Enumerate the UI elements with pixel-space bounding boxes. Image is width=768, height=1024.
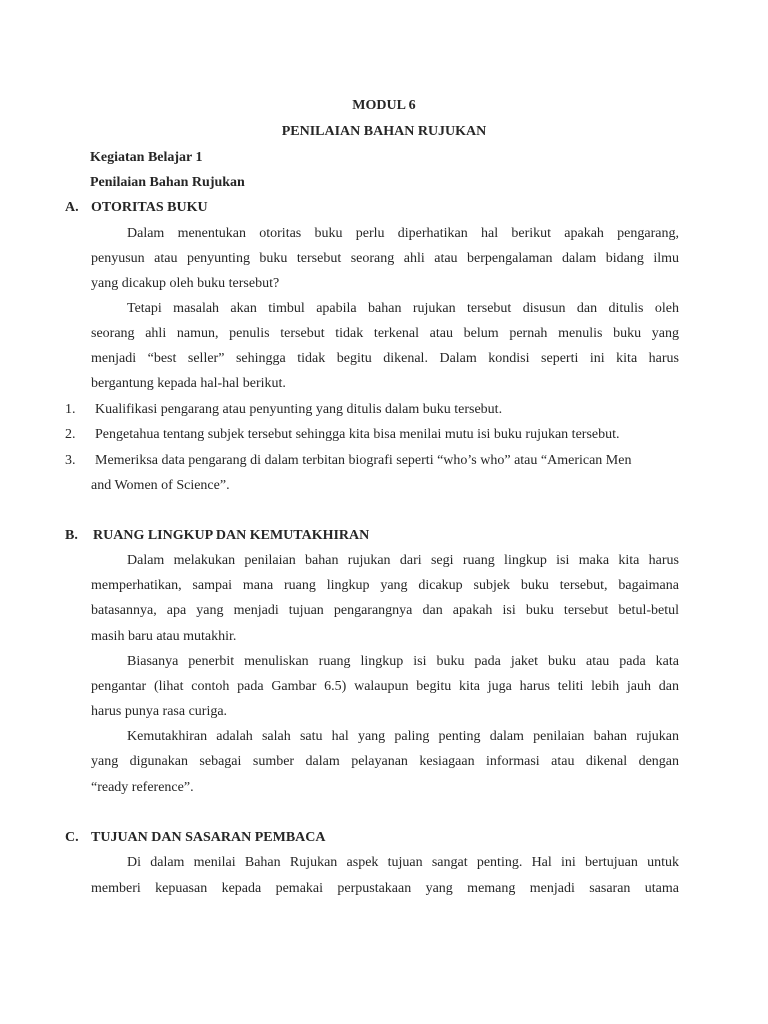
list-item-continuation: and Women of Science”. [91, 478, 230, 493]
section-b-p1-line: masih baru atau mutakhir. [91, 629, 237, 644]
section-b-heading: RUANG LINGKUP DAN KEMUTAKHIRAN [93, 528, 370, 543]
section-c-p1-line: memberi kepuasan kepada pemakai perpustakaan yang memang menjadi sasaran utama [91, 881, 679, 896]
section-a-p1-line: penyusun atau penyunting buku tersebut seorang ahli atau berpengalaman dalam bidang ilmu [91, 251, 679, 266]
section-c-marker: C. [65, 830, 79, 845]
list-item-number: 3. [65, 453, 76, 468]
section-b-p3-line: yang digunakan sebagai sumber dalam pelayanan kesiagaan informasi atau dikenal dengan [91, 754, 679, 769]
list-item-text: Memeriksa data pengarang di dalam terbitan biografi seperti “who’s who” atau “American Men [95, 453, 632, 468]
section-b-marker: B. [65, 528, 78, 543]
module-title: MODUL 6 [352, 98, 416, 113]
section-b-p1-line: Dalam melakukan penilaian bahan rujukan dari segi ruang lingkup isi maka kita harus [127, 553, 679, 568]
list-item-text: Kualifikasi pengarang atau penyunting yang ditulis dalam buku tersebut. [95, 402, 503, 417]
section-b-p2-line: pengantar (lihat contoh pada Gambar 6.5) walaupun begitu kita juga harus teliti lebih jauh dan [91, 679, 679, 694]
section-b-p2-line: harus punya rasa curiga. [91, 704, 228, 719]
section-a-p2-line: bergantung kepada hal-hal berikut. [91, 376, 286, 391]
list-item-number: 2. [65, 427, 76, 442]
list-item-text: Pengetahua tentang subjek tersebut sehingga kita bisa menilai mutu isi buku rujukan tersebut. [95, 427, 620, 442]
section-b-p3-line: Kemutakhiran adalah salah satu hal yang paling penting dalam penilaian bahan rujukan [127, 729, 679, 744]
section-a-p2-line: Tetapi masalah akan timbul apabila bahan rujukan tersebut disusun dan ditulis oleh [127, 301, 679, 316]
list-item-number: 1. [65, 402, 76, 417]
activity-title: Penilaian Bahan Rujukan [90, 175, 245, 190]
section-b-p1-line: batasannya, apa yang menjadi tujuan pengarangnya dan apakah isi buku tersebut betul-betul [91, 603, 679, 618]
section-b-p1-line: memperhatikan, sampai mana ruang lingkup yang dicakup subjek buku tersebut, bagaimana [91, 578, 679, 593]
section-a-p2-line: seorang ahli namun, penulis tersebut tidak terkenal atau belum pernah menulis buku yang [91, 326, 679, 341]
activity-label: Kegiatan Belajar 1 [90, 150, 203, 165]
section-a-p1-line: Dalam menentukan otoritas buku perlu diperhatikan hal berikut apakah pengarang, [127, 226, 679, 241]
section-b-p2-line: Biasanya penerbit menuliskan ruang lingkup isi buku pada jaket buku atau pada kata [127, 654, 679, 669]
section-a-heading: OTORITAS BUKU [91, 200, 208, 215]
section-a-p1-line: yang dicakup oleh buku tersebut? [91, 276, 280, 291]
section-b-p3-line: “ready reference”. [91, 780, 194, 795]
module-subtitle: PENILAIAN BAHAN RUJUKAN [281, 124, 487, 139]
section-a-p2-line: menjadi “best seller” sehingga tidak begitu dikenal. Dalam kondisi seperti ini kita harus [91, 351, 679, 366]
section-c-p1-line: Di dalam menilai Bahan Rujukan aspek tujuan sangat penting. Hal ini bertujuan untuk [127, 855, 679, 870]
section-c-heading: TUJUAN DAN SASARAN PEMBACA [91, 830, 326, 845]
section-a-marker: A. [65, 200, 79, 215]
